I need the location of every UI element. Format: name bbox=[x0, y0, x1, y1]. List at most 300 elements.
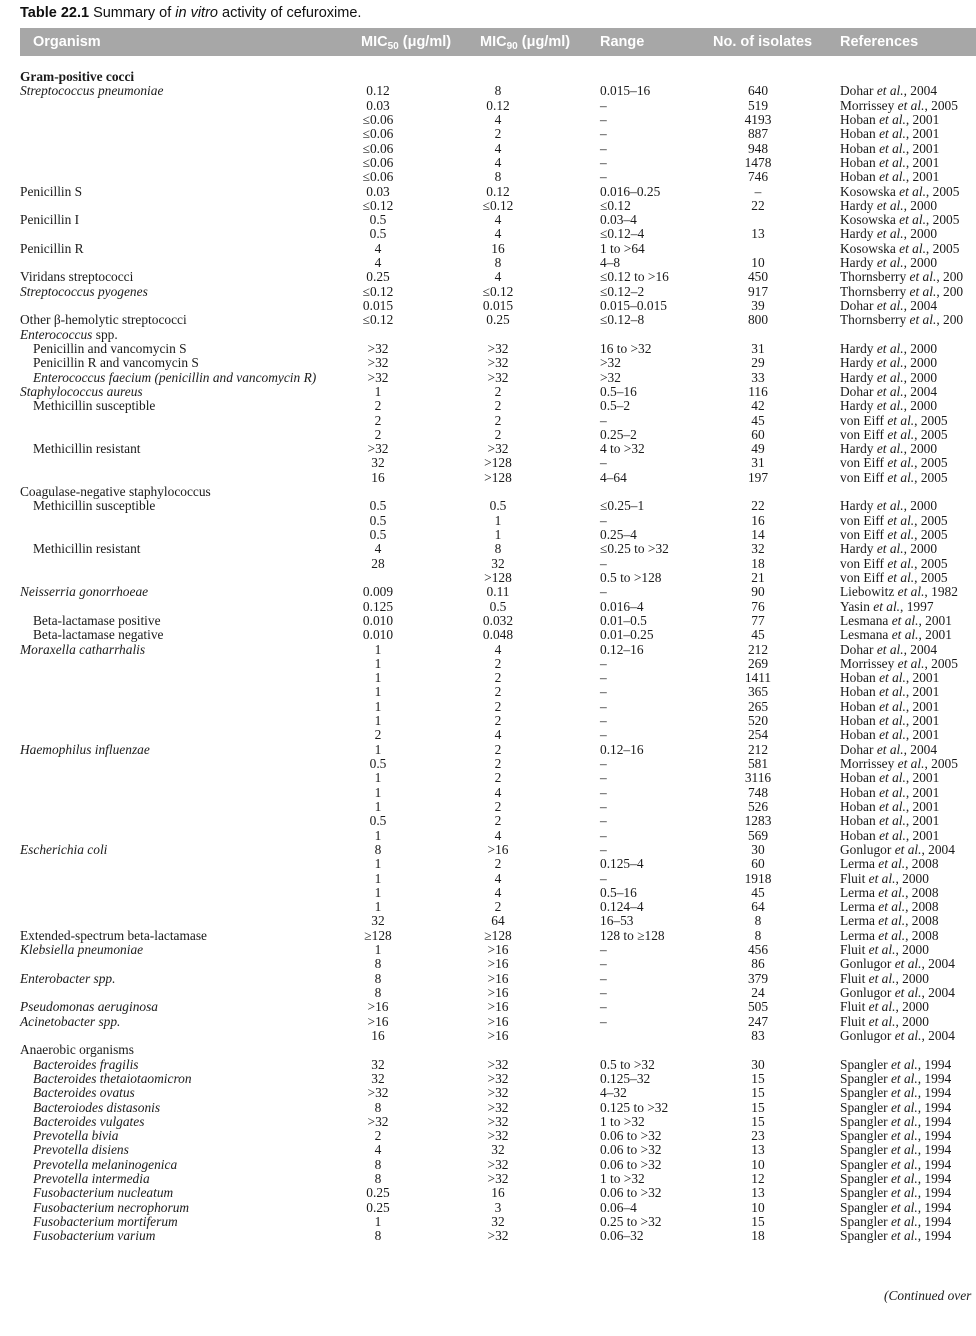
column-header-isolates: No. of isolates bbox=[713, 34, 813, 50]
cell-isolates: 45 bbox=[751, 627, 765, 643]
cell-mic90: 2 bbox=[494, 770, 502, 786]
cell-mic50: 0.5 bbox=[369, 498, 387, 514]
cell-mic90: 2 bbox=[494, 670, 502, 686]
mic50-units: (μg/ml) bbox=[398, 34, 452, 50]
cell-organism: Acinetobacter spp. bbox=[20, 1013, 121, 1029]
cell-isolates: 18 bbox=[751, 1228, 765, 1244]
cell-mic50: 32 bbox=[371, 1070, 385, 1086]
cell-range: 128 to ≥128 bbox=[600, 927, 665, 943]
cell-reference: Thornsberry et al., 200 bbox=[840, 284, 964, 299]
cell-isolates: 31 bbox=[751, 340, 765, 356]
cell-reference: Lesmana et al., 2001 bbox=[840, 628, 952, 643]
cell-mic50: 1 bbox=[374, 770, 382, 786]
table-row bbox=[0, 299, 976, 313]
cell-isolates: 45 bbox=[751, 884, 765, 900]
cell-range: 1 to >32 bbox=[600, 1171, 645, 1187]
cell-organism: Prevotella disiens bbox=[33, 1142, 129, 1158]
cell-range: – bbox=[600, 154, 607, 170]
cell-reference: Hoban et al., 2001 bbox=[840, 828, 940, 843]
cell-reference: Gonlugor et al., 2004 bbox=[840, 842, 955, 857]
cell-isolates: 15 bbox=[751, 1099, 765, 1115]
cell-isolates: 30 bbox=[751, 1056, 765, 1072]
mic90-prefix: MIC bbox=[480, 34, 507, 50]
cell-organism: Penicillin S bbox=[20, 183, 83, 199]
table-row bbox=[0, 499, 976, 513]
cell-range: 0.01–0.25 bbox=[600, 627, 654, 643]
table-row bbox=[0, 1158, 976, 1172]
cell-mic90: >16 bbox=[487, 985, 509, 1000]
cell-mic50: ≤0.06 bbox=[362, 169, 394, 185]
cell-isolates: 197 bbox=[747, 469, 769, 485]
cell-mic90: 8 bbox=[494, 255, 502, 271]
cell-mic90: >128 bbox=[484, 455, 512, 471]
cell-range: – bbox=[600, 684, 607, 700]
table-row bbox=[0, 728, 976, 742]
cell-mic50: 28 bbox=[371, 555, 385, 571]
cell-mic90: >32 bbox=[487, 1113, 509, 1129]
cell-reference: Dohar et al., 2004 bbox=[840, 742, 938, 757]
table-row bbox=[0, 156, 976, 170]
table-number: Table 22.1 bbox=[20, 5, 90, 21]
table-row bbox=[0, 1143, 976, 1157]
cell-reference: von Eiff et al., 2005 bbox=[840, 427, 948, 442]
cell-isolates: 519 bbox=[747, 97, 769, 113]
cell-reference: Hoban et al., 2001 bbox=[840, 671, 940, 686]
table-row bbox=[0, 1186, 976, 1200]
table-row bbox=[0, 99, 976, 113]
cell-range: 0.25–2 bbox=[600, 426, 637, 442]
caption-text-before: Summary of bbox=[89, 5, 176, 21]
cell-isolates: 917 bbox=[747, 283, 769, 299]
table-row bbox=[0, 757, 976, 771]
cell-range: – bbox=[600, 870, 607, 886]
cell-organism: Fusobacterium varium bbox=[33, 1228, 156, 1244]
cell-mic90: 8 bbox=[494, 169, 502, 185]
caption-italic-term: in vitro bbox=[175, 5, 218, 21]
cell-mic90: 2 bbox=[494, 426, 502, 442]
cell-mic90: 4 bbox=[494, 212, 502, 228]
cell-mic50: 0.5 bbox=[369, 512, 387, 528]
cell-range: – bbox=[600, 512, 607, 528]
cell-mic90: 4 bbox=[494, 641, 502, 657]
cell-organism: Enterococcus faecium (penicillin and vancomycin R) bbox=[33, 369, 317, 385]
cell-isolates: 4193 bbox=[744, 111, 772, 127]
cell-mic90: 4 bbox=[494, 140, 502, 156]
cell-range: 4–64 bbox=[600, 469, 627, 485]
table-row bbox=[0, 800, 976, 814]
cell-organism: Prevotella melaninogenica bbox=[33, 1156, 178, 1172]
cell-mic90: 2 bbox=[494, 655, 502, 671]
cell-mic50: 2 bbox=[374, 426, 382, 442]
cell-isolates: 10 bbox=[751, 1156, 765, 1172]
table-row bbox=[0, 814, 976, 828]
cell-reference: Kosowska et al., 2005 bbox=[840, 213, 960, 228]
cell-range: 0.12–16 bbox=[600, 741, 644, 757]
table-row bbox=[0, 514, 976, 528]
cell-organism: Coagulase-negative staphylococcus bbox=[20, 484, 211, 500]
cell-mic90: 1 bbox=[494, 512, 502, 528]
table-row bbox=[0, 213, 976, 227]
cell-range: 0.06 to >32 bbox=[600, 1142, 662, 1158]
table-row bbox=[0, 1058, 976, 1072]
cell-reference: Yasin et al., 1997 bbox=[840, 599, 934, 614]
cell-organism: Beta-lactamase negative bbox=[33, 627, 164, 643]
cell-reference: Spangler et al., 1994 bbox=[840, 1215, 952, 1229]
cell-reference: Hoban et al., 2001 bbox=[840, 699, 940, 714]
cell-reference: von Eiff et al., 2005 bbox=[840, 470, 948, 485]
cell-mic90: 4 bbox=[494, 226, 502, 242]
cell-range: – bbox=[600, 999, 607, 1015]
continued-note: (Continued over bbox=[884, 1288, 972, 1303]
mic50-prefix: MIC bbox=[361, 34, 388, 50]
cell-range: 0.5–16 bbox=[600, 884, 637, 900]
cell-reference: Fluit et al., 2000 bbox=[840, 1000, 929, 1015]
cell-mic50: 1 bbox=[374, 784, 382, 800]
cell-reference: von Eiff et al., 2005 bbox=[840, 528, 948, 542]
cell-isolates: 15 bbox=[751, 1085, 765, 1101]
cell-mic50: 1 bbox=[374, 827, 382, 843]
cell-mic90: >32 bbox=[487, 1128, 509, 1144]
cell-isolates: 581 bbox=[747, 756, 769, 771]
cell-organism: Bacteroides fragilis bbox=[33, 1056, 139, 1072]
cell-range: – bbox=[600, 841, 607, 857]
table-row bbox=[0, 127, 976, 141]
cell-range: 0.5–16 bbox=[600, 383, 637, 399]
cell-range: – bbox=[600, 784, 607, 800]
cell-reference: Hardy et al., 2000 bbox=[840, 356, 938, 371]
cell-mic50: 4 bbox=[374, 541, 382, 557]
cell-mic50: 8 bbox=[374, 985, 382, 1000]
cell-mic50: 1 bbox=[374, 641, 382, 657]
cell-organism: Streptococcus pneumoniae bbox=[20, 83, 164, 99]
cell-mic50: 0.12 bbox=[366, 83, 390, 99]
cell-range: – bbox=[600, 111, 607, 127]
cell-mic90: >16 bbox=[487, 1013, 509, 1029]
cell-range: 0.5 to >128 bbox=[600, 569, 662, 585]
cell-isolates: 800 bbox=[747, 312, 769, 328]
cell-mic90: 0.032 bbox=[482, 612, 514, 628]
cell-isolates: 948 bbox=[747, 140, 769, 156]
cell-mic50: 0.5 bbox=[369, 756, 387, 771]
cell-mic90: 2 bbox=[494, 412, 502, 428]
cell-mic90: 0.5 bbox=[489, 498, 507, 514]
cell-mic90: 2 bbox=[494, 126, 502, 142]
cell-range: 0.125–4 bbox=[600, 856, 644, 872]
cell-reference: Fluit et al., 2000 bbox=[840, 971, 929, 986]
cell-reference: Kosowska et al., 2005 bbox=[840, 241, 960, 256]
cell-reference: Spangler et al., 1994 bbox=[840, 1114, 952, 1129]
cell-mic90: 0.12 bbox=[486, 97, 510, 113]
cell-mic50: 0.015 bbox=[362, 298, 394, 313]
cell-organism: Prevotella intermedia bbox=[33, 1171, 150, 1187]
cell-reference: Lerma et al., 2008 bbox=[840, 900, 939, 915]
cell-range: 0.016–4 bbox=[600, 598, 644, 614]
cell-mic90: 32 bbox=[491, 1142, 505, 1158]
cell-range: 0.06 to >32 bbox=[600, 1128, 662, 1144]
cell-isolates: 520 bbox=[747, 713, 769, 729]
cell-range: – bbox=[600, 97, 607, 113]
cell-mic90: 2 bbox=[494, 741, 502, 757]
cell-isolates: 64 bbox=[751, 899, 765, 915]
table-row bbox=[0, 113, 976, 127]
cell-range: 0.125 to >32 bbox=[600, 1099, 669, 1115]
cell-mic50: 32 bbox=[371, 1056, 385, 1072]
cell-isolates: 8 bbox=[754, 913, 762, 929]
cell-isolates: 10 bbox=[751, 255, 765, 271]
table-row bbox=[0, 1129, 976, 1143]
cell-isolates: 77 bbox=[751, 612, 765, 628]
table-row bbox=[0, 614, 976, 628]
table-row bbox=[0, 643, 976, 657]
cell-organism: Penicillin and vancomycin S bbox=[33, 340, 187, 356]
table-row bbox=[0, 714, 976, 728]
cell-range: – bbox=[600, 655, 607, 671]
cell-mic50: 1 bbox=[374, 942, 382, 958]
cell-isolates: 33 bbox=[751, 369, 765, 385]
cell-mic90: 4 bbox=[494, 784, 502, 800]
cell-reference: Hardy et al., 2000 bbox=[840, 442, 938, 457]
cell-mic90: 0.5 bbox=[489, 598, 507, 614]
cell-isolates: 22 bbox=[751, 498, 765, 514]
cell-mic90: >32 bbox=[487, 1171, 509, 1187]
cell-organism: Neisserria gonorrhoeae bbox=[20, 584, 149, 600]
mic90-subscript: 90 bbox=[506, 41, 518, 52]
cell-mic50: 32 bbox=[371, 913, 385, 929]
cell-isolates: 748 bbox=[747, 784, 769, 800]
cell-reference: Hardy et al., 2000 bbox=[840, 370, 938, 385]
cell-reference: Hoban et al., 2001 bbox=[840, 112, 940, 127]
cell-mic50: 8 bbox=[374, 970, 382, 986]
cell-isolates: 365 bbox=[747, 684, 769, 700]
cell-mic90: >32 bbox=[487, 1056, 509, 1072]
cell-mic50: 0.25 bbox=[366, 269, 390, 285]
cell-isolates: 269 bbox=[747, 655, 769, 671]
cell-mic50: 8 bbox=[374, 1228, 382, 1244]
cell-range: 16 to >32 bbox=[600, 340, 652, 356]
cell-mic50: 1 bbox=[374, 899, 382, 915]
table-row bbox=[0, 185, 976, 199]
cell-range: 0.25–4 bbox=[600, 527, 637, 542]
cell-mic90: 16 bbox=[491, 240, 505, 256]
cell-mic90: >32 bbox=[487, 441, 509, 457]
table-row bbox=[0, 1015, 976, 1029]
cell-reference: Dohar et al., 2004 bbox=[840, 384, 938, 399]
cell-reference: Hardy et al., 2000 bbox=[840, 499, 938, 514]
cell-range: 4 to >32 bbox=[600, 441, 645, 457]
cell-mic50: >16 bbox=[367, 1013, 389, 1029]
cell-reference: Morrissey et al., 2005 bbox=[840, 98, 958, 113]
cell-mic90: 0.11 bbox=[486, 584, 510, 600]
cell-isolates: 22 bbox=[751, 197, 765, 213]
table-row bbox=[0, 385, 976, 399]
cell-mic90: >16 bbox=[487, 999, 509, 1015]
mic90-units: (μg/ml) bbox=[517, 34, 571, 50]
cell-mic50: 0.010 bbox=[362, 612, 394, 628]
cell-isolates: 13 bbox=[751, 1185, 765, 1201]
table-row bbox=[0, 442, 976, 456]
cell-organism: Haemophilus influenzae bbox=[20, 741, 150, 757]
cell-mic90: 4 bbox=[494, 727, 502, 743]
cell-mic90: 4 bbox=[494, 111, 502, 127]
cell-mic90: 2 bbox=[494, 713, 502, 729]
cell-range: 0.5–2 bbox=[600, 398, 631, 414]
table-row bbox=[0, 371, 976, 385]
cell-reference: Hardy et al., 2000 bbox=[840, 542, 938, 557]
cell-mic90: 4 bbox=[494, 269, 502, 285]
cell-mic50: 1 bbox=[374, 670, 382, 686]
cell-isolates: 39 bbox=[751, 298, 765, 313]
cell-range: – bbox=[600, 1013, 607, 1029]
cell-mic90: 8 bbox=[494, 541, 502, 557]
cell-organism: Beta-lactamase positive bbox=[33, 612, 161, 628]
cell-mic50: >16 bbox=[367, 999, 389, 1015]
cell-mic50: 0.25 bbox=[366, 1185, 390, 1201]
cell-range: 0.01–0.5 bbox=[600, 612, 647, 628]
cell-mic90: >16 bbox=[487, 841, 509, 857]
cell-isolates: 76 bbox=[751, 598, 765, 614]
cell-range: – bbox=[600, 584, 607, 600]
table-row bbox=[0, 1115, 976, 1129]
cell-reference: Hoban et al., 2001 bbox=[840, 685, 940, 700]
cell-mic50: 1 bbox=[374, 856, 382, 872]
column-header-range: Range bbox=[600, 34, 645, 50]
cell-organism: Gram-positive cocci bbox=[20, 69, 135, 84]
cell-mic90: 2 bbox=[494, 398, 502, 414]
cell-range: ≤0.12 bbox=[600, 197, 631, 213]
cell-mic90: 2 bbox=[494, 756, 502, 771]
cell-isolates: 1283 bbox=[744, 813, 772, 829]
cell-mic50: 0.03 bbox=[366, 97, 390, 113]
cell-range: 0.015–0.015 bbox=[600, 298, 667, 313]
cell-range: 0.06 to >32 bbox=[600, 1185, 662, 1201]
cell-range: ≤0.12–4 bbox=[600, 226, 645, 242]
cell-range: 0.06–32 bbox=[600, 1228, 644, 1244]
cell-mic50: 2 bbox=[374, 1128, 382, 1144]
cell-isolates: 746 bbox=[747, 169, 769, 185]
cell-range: 0.12–16 bbox=[600, 641, 644, 657]
table-row bbox=[0, 743, 976, 757]
cell-mic90: >32 bbox=[487, 369, 509, 385]
cell-reference: Gonlugor et al., 2004 bbox=[840, 986, 955, 1000]
cell-mic90: >32 bbox=[487, 1099, 509, 1115]
cell-reference: Lerma et al., 2008 bbox=[840, 928, 939, 943]
cell-reference: Fluit et al., 2000 bbox=[840, 943, 929, 958]
cell-organism: Bacteroides vulgates bbox=[33, 1113, 145, 1129]
table-row bbox=[0, 786, 976, 800]
cell-isolates: 18 bbox=[751, 555, 765, 571]
cell-isolates: 21 bbox=[751, 569, 765, 585]
cell-isolates: 1918 bbox=[744, 870, 772, 886]
table-row bbox=[0, 242, 976, 256]
cell-reference: Hoban et al., 2001 bbox=[840, 170, 940, 185]
table-row bbox=[0, 170, 976, 184]
cell-isolates: 379 bbox=[747, 970, 769, 986]
cell-mic50: 1 bbox=[374, 798, 382, 814]
cell-mic50: 0.5 bbox=[369, 527, 387, 542]
table-row bbox=[0, 84, 976, 98]
table-row bbox=[0, 227, 976, 241]
table-row bbox=[0, 1101, 976, 1115]
cell-mic50: ≤0.06 bbox=[362, 111, 394, 127]
cell-range: – bbox=[600, 798, 607, 814]
cell-isolates: 24 bbox=[751, 985, 765, 1000]
cell-isolates: 450 bbox=[747, 269, 769, 285]
cell-mic90: 0.25 bbox=[486, 312, 510, 328]
table-row bbox=[0, 700, 976, 714]
cell-mic50: 32 bbox=[371, 455, 385, 471]
cell-isolates: 526 bbox=[747, 798, 769, 814]
cell-reference: Liebowitz et al., 1982 bbox=[840, 585, 958, 600]
cell-isolates: 13 bbox=[751, 1142, 765, 1158]
cell-mic50: 8 bbox=[374, 1156, 382, 1172]
cell-organism: Other β-hemolytic streptococci bbox=[20, 312, 187, 328]
cell-range: – bbox=[600, 126, 607, 142]
cell-mic50: 0.25 bbox=[366, 1199, 390, 1215]
cell-range: 0.03–4 bbox=[600, 212, 637, 228]
cell-reference: Spangler et al., 1994 bbox=[840, 1186, 952, 1201]
table-row bbox=[0, 1072, 976, 1086]
cell-organism: Fusobacterium nucleatum bbox=[33, 1185, 174, 1201]
cell-mic50: >32 bbox=[367, 441, 389, 457]
cell-mic90: 4 bbox=[494, 884, 502, 900]
cell-isolates: 212 bbox=[747, 641, 769, 657]
cell-isolates: 60 bbox=[751, 856, 765, 872]
table-row bbox=[0, 671, 976, 685]
mic50-subscript: 50 bbox=[387, 41, 399, 52]
table-row bbox=[0, 1201, 976, 1215]
column-header-references: References bbox=[840, 34, 919, 50]
cell-isolates: 83 bbox=[751, 1027, 765, 1043]
table-row bbox=[0, 771, 976, 785]
cell-mic50: 8 bbox=[374, 1171, 382, 1187]
cell-mic90: >128 bbox=[484, 569, 512, 585]
cell-organism: Streptococcus pyogenes bbox=[20, 283, 148, 299]
table-row bbox=[0, 628, 976, 642]
cell-organism: Extended-spectrum beta-lactamase bbox=[20, 927, 208, 943]
cell-isolates: 29 bbox=[751, 355, 765, 371]
cell-mic90: ≤0.12 bbox=[482, 197, 514, 213]
table-row bbox=[0, 557, 976, 571]
cell-mic90: 4 bbox=[494, 870, 502, 886]
cell-isolates: 10 bbox=[751, 1199, 765, 1215]
cell-mic90: 2 bbox=[494, 698, 502, 714]
cell-mic90: >32 bbox=[487, 355, 509, 371]
cell-organism: Bacteroides thetaiotaomicron bbox=[33, 1070, 192, 1086]
cell-range: >32 bbox=[600, 355, 621, 371]
cell-mic90: >32 bbox=[487, 340, 509, 356]
cell-isolates: 1478 bbox=[744, 154, 772, 170]
table-row bbox=[0, 1172, 976, 1186]
cell-range: – bbox=[600, 713, 607, 729]
cell-range: – bbox=[600, 455, 607, 471]
cell-mic50: ≤0.06 bbox=[362, 140, 394, 156]
cell-range: – bbox=[600, 942, 607, 958]
table-row bbox=[0, 256, 976, 270]
table-header-row bbox=[20, 28, 976, 56]
cell-reference: Gonlugor et al., 2004 bbox=[840, 1028, 955, 1043]
table-row bbox=[0, 356, 976, 370]
cell-mic90: 4 bbox=[494, 154, 502, 170]
cell-mic90: 3 bbox=[494, 1199, 502, 1215]
cell-reference: Gonlugor et al., 2004 bbox=[840, 957, 955, 972]
cell-mic90: 32 bbox=[491, 555, 505, 571]
cell-mic90: 0.015 bbox=[482, 298, 514, 313]
cell-mic50: 2 bbox=[374, 412, 382, 428]
cell-range: – bbox=[600, 670, 607, 686]
cell-isolates: 1411 bbox=[744, 670, 772, 686]
cell-mic90: ≥128 bbox=[484, 927, 512, 943]
table-row bbox=[0, 1086, 976, 1100]
